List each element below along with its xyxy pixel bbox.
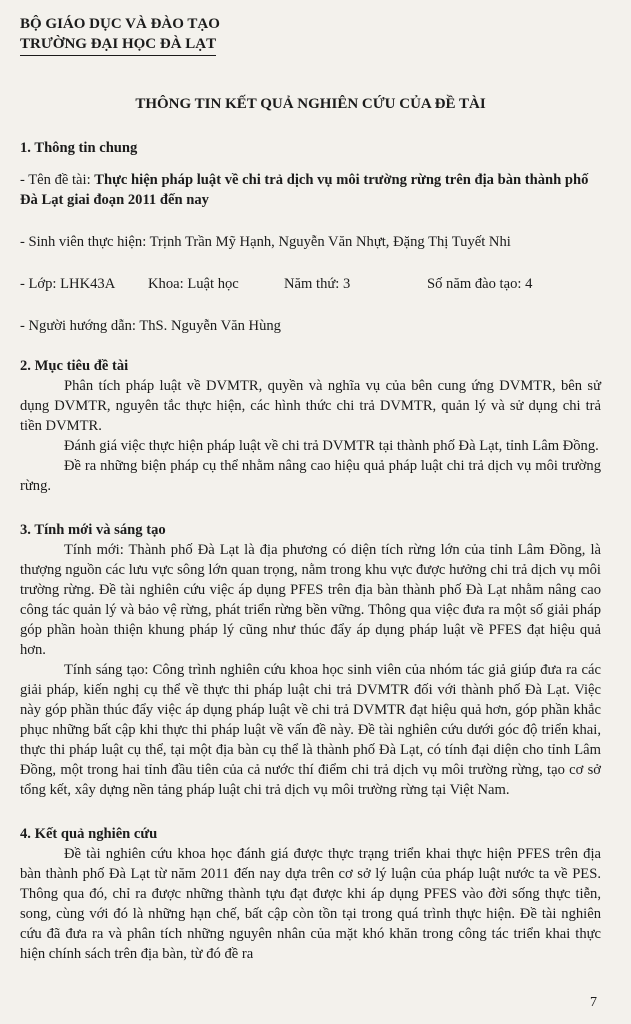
- advisor-field: - Người hướng dẫn: ThS. Nguyễn Văn Hùng: [20, 318, 281, 334]
- topic-field: [20, 170, 601, 210]
- section-3-heading: 3. Tính mới và sáng tạo: [20, 522, 166, 538]
- section-4-heading: 4. Kết quả nghiên cứu: [20, 826, 158, 842]
- topic-label: - Tên đề tài:: [20, 172, 95, 188]
- section-4-paragraph: Đề tài nghiên cứu khoa học đánh giá được thực trạng triển khai thực hiện PFES trên địa bàn thành phố Đà Lạt từ năm 2011 đến nay dựa trên cơ sở lý luận của pháp luật nước ta về PES. Thông qua đó, chỉ ra được những thành tựu đạt được khi áp dụng PFES vào đời sống thực tiễn, song, cùng với đó là những hạn chế, bất cập còn tồn tại trong quá trình thực hiện. Đề tài nghiên cứu đã đưa ra và phân tích những nguyên nhân của mặt khó khăn trong công tác triển khai thực hiện chính sách trên địa bàn, từ đó đề ra: [20, 846, 601, 962]
- ministry-header: BỘ GIÁO DỤC VÀ ĐÀO TẠO: [20, 16, 220, 32]
- class-info-row: [20, 274, 601, 294]
- university-header: [20, 34, 601, 56]
- section-2-heading: 2. Mục tiêu đề tài: [20, 358, 129, 374]
- university-name: TRƯỜNG ĐẠI HỌC ĐÀ LẠT: [20, 34, 216, 56]
- training-years-field: Số năm đào tạo: 4: [427, 276, 533, 292]
- section-2-paragraph: Đánh giá việc thực hiện pháp luật về chi trả DVMTR tại thành phố Đà Lạt, tỉnh Lâm Đồng.: [64, 438, 599, 454]
- students-field: - Sinh viên thực hiện: Trịnh Trần Mỹ Hạnh, Nguyễn Văn Nhựt, Đặng Thị Tuyết Nhi: [20, 234, 511, 250]
- section-3-paragraph: Tính mới: Thành phố Đà Lạt là địa phương có diện tích rừng lớn của tỉnh Lâm Đồng, là thượng nguồn các lưu vực sông lớn quan trọng, nằm trong khu vực được hưởng chi trả dịch vụ môi trường rừng. Đề tài nghiên cứu việc áp dụng PFES trên địa bàn thành phố Đà Lạt nhằm nâng cao công tác quản lý và bảo vệ rừng, phát triển rừng bền vững. Thông qua việc đưa ra một số giải pháp góp phần hoàn thiện khung pháp lý cũng như thúc đẩy áp dụng pháp luật về PFES đạt hiệu quả hơn.: [20, 542, 601, 658]
- page-title: THÔNG TIN KẾT QUẢ NGHIÊN CỨU CỦA ĐỀ TÀI: [135, 96, 486, 112]
- section-3-paragraph: Tính sáng tạo: Công trình nghiên cứu khoa học sinh viên của nhóm tác giả giúp đưa ra các giải pháp, kiến nghị cụ thể về thực thi pháp luật chi trả DVMTR đối với thành phố Đà Lạt. Việc này góp phần thúc đẩy việc áp dụng pháp luật về chi trả DVMTR đạt hiệu quả hơn, góp phần khắc phục những bất cập khi thực thi pháp luật về vấn đề này. Đề tài nghiên cứu dưới góc độ triển khai, thực thi pháp luật cụ thể, tại một địa bàn cụ thể là thành phố Đà Lạt, có tính đại diện cho tỉnh Lâm Đồng, một trong hai tỉnh đầu tiên của cả nước thí điểm chi trả dịch vụ môi trường rừng, tạo cơ sở tổng kết, xây dựng nền tảng pháp luật chi trả dịch vụ môi trường rừng tại Việt Nam.: [20, 662, 601, 798]
- year-field: Năm thứ: 3: [284, 276, 351, 292]
- page-number: 7: [590, 995, 597, 1010]
- section-2-paragraph: Phân tích pháp luật về DVMTR, quyền và nghĩa vụ của bên cung ứng DVMTR, bên sử dụng DVMTR, nguyên tắc thực hiện, các hình thức chi trả DVMTR, quản lý và sử dụng chi trả tiền DVMTR.: [20, 378, 601, 434]
- section-2-paragraph: Đề ra những biện pháp cụ thể nhằm nâng cao hiệu quả pháp luật chi trả dịch vụ môi trường rừng.: [20, 458, 601, 494]
- topic-value: Thực hiện pháp luật về chi trả dịch vụ môi trường rừng trên địa bàn thành phố Đà Lạt giai đoạn 2011 đến nay: [20, 172, 589, 208]
- section-1-heading: 1. Thông tin chung: [20, 140, 138, 156]
- faculty-field: Khoa: Luật học: [148, 276, 239, 292]
- class-field: - Lớp: LHK43A: [20, 276, 116, 292]
